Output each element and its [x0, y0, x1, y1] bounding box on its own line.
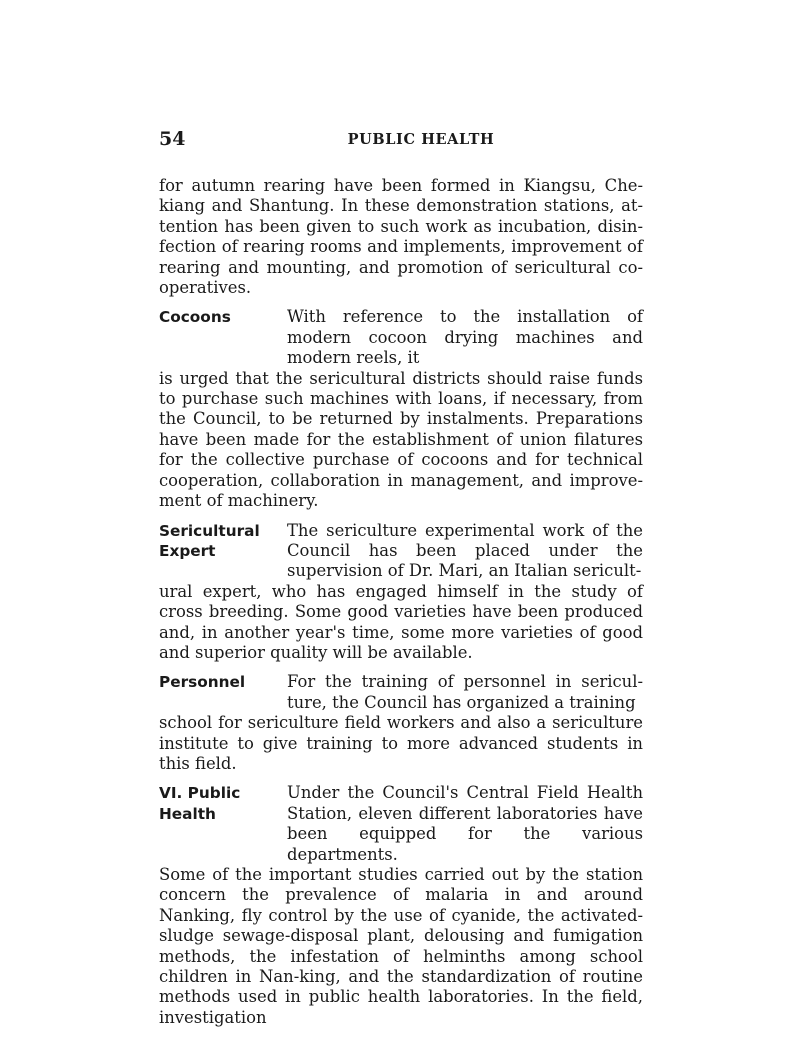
book-page	[159, 128, 643, 1037]
intro-paragraph: for autumn rearing have been formed in Kiangsu, Che-kiang and Shantung. In these demonstration stations, at-tention has been given to such work as incubation, disin-fection of rearing rooms and implements, improvement of rearing and mounting, and promotion of sericultural co-operatives.	[159, 176, 643, 298]
running-head	[159, 128, 643, 154]
section-lead: With reference to the installation of modern cocoon drying machines and modern reels, it	[287, 307, 643, 368]
section-heading	[159, 783, 240, 824]
heading-text-line2: Expert	[159, 541, 216, 560]
section-lead: For the training of personnel in sericul-ture, the Council has organized a training	[287, 672, 643, 712]
section-cocoons	[159, 307, 643, 511]
heading-text-line1: Sericultural	[159, 521, 260, 540]
section-heading	[159, 521, 260, 562]
section-text: Some of the important studies carried out by the station concern the prevalence of malaria in and around Nanking, fly control by the use of cyanide, the activated-sludge sewage-disposal plant, delousing and fumigation methods, the infestation of helminths among school children in Nan-king, and the standardization of routine methods used in public health laboratories. In the field, investigation	[159, 865, 643, 1027]
section-text: school for sericulture field workers and also a sericulture institute to give training to more advanced students in this field.	[159, 713, 643, 773]
heading-text-line1: VI. Public	[159, 784, 241, 803]
section-text: is urged that the sericultural districts should raise funds to purchase such machines with loans, if necessary, from the Council, to be returned by instalments. Preparations have been made for the establishment of union filatures for the collective purchase of cocoons and for technical cooperation, collaboration in management, and improve-ment of machinery.	[159, 368, 643, 511]
section-sericultural-expert	[159, 521, 643, 664]
section-text: ural expert, who has engaged himself in the study of cross breeding. Some good varieties have been produced and, in another year's time, some more varieties of good and superior quality will be available.	[159, 581, 643, 662]
section-personnel	[159, 672, 643, 774]
section-lead: The sericulture experimental work of the Council has been placed under the supervision of Dr. Mari, an Italian sericult-	[287, 520, 643, 581]
running-title: PUBLIC HEALTH	[347, 131, 495, 148]
section-public-health	[159, 783, 643, 1028]
section-heading	[159, 672, 245, 692]
heading-text: Cocoons	[159, 308, 231, 327]
heading-text-line2: Health	[159, 804, 216, 823]
section-body	[159, 307, 643, 511]
section-lead: Under the Council's Central Field Health Station, eleven different laboratories have been equipped for the various departments.	[287, 783, 643, 864]
page-number: 54	[159, 128, 186, 150]
section-heading	[159, 307, 231, 327]
heading-text: Personnel	[159, 673, 246, 692]
